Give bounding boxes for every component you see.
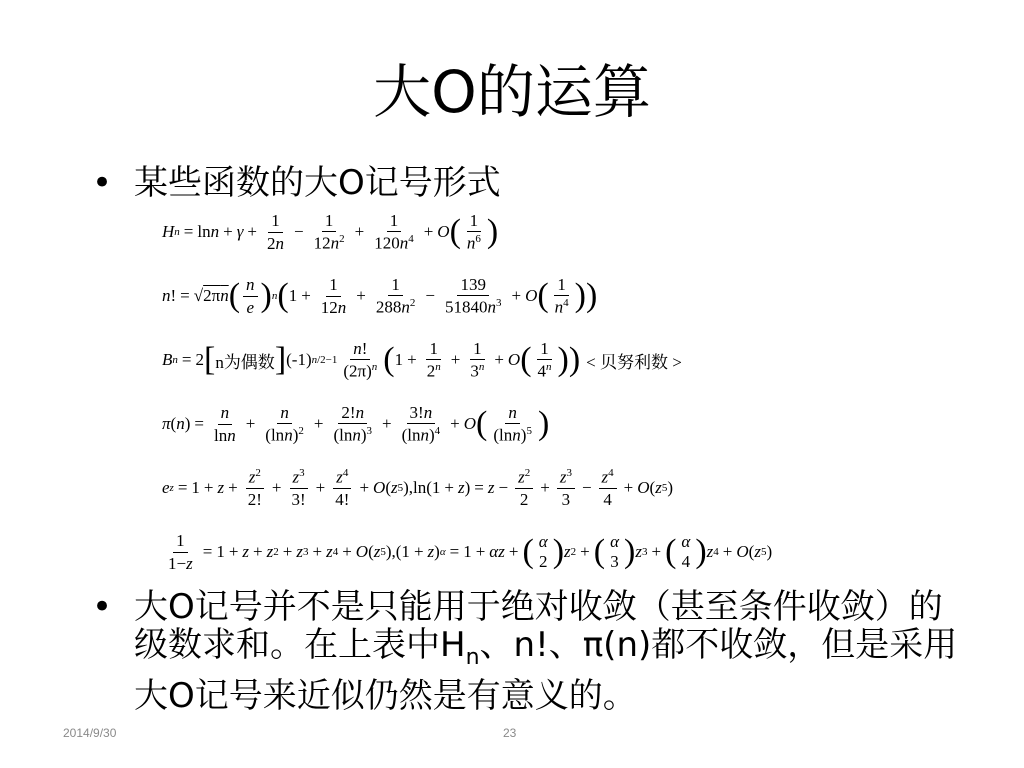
formula-exp-log: e z = 1 + z + $\frac{z^2}{2!}$ + $\frac{z^3}{3!}$ + $\frac{z^4}{4!}$ + O ( z 5 ),ln(1 + z ) = z − $\frac{z^2}{2}$ + $\frac{z^3}{3}$ − $\frac{z^4}{4}$ + O ( z 5 ) (162, 466, 674, 509)
formula-stirling: n ! = √ 2πn ( $\frac{n}{e}$ ) n ( 1 + $\frac{1}{12n}$ + $\frac{1}{288n^2}$ − $\frac{139}{51840n^3}$ + O ( $\frac{1}{n^4}$ )) (162, 274, 598, 317)
bullet-text-2-subscript: n (465, 644, 480, 670)
footer-page-number: 23 (503, 726, 517, 740)
formula-bernoulli: B n = 2 [ n为偶数 ] (-1) n/2−1 $\frac{n!}{(2\pi)^n}$ ( 1 + $\frac{1}{2^n}$ + $\frac{1}{3^n}$ + O ( $\frac{1}{4^n}$ )) < 贝努利数 > (162, 338, 682, 381)
bernoulli-note: < 贝努利数 > (586, 352, 682, 372)
formula-harmonic: H n = ln n + γ + $\frac{1}{2n}$ − $\frac{1}{12n^2}$ + $\frac{1}{120n^4}$ + O ( $\frac{1}{n^6}$ ) (162, 210, 499, 253)
bullet-marker: • (92, 163, 113, 203)
slide-title: 大O的运算 (373, 58, 651, 126)
formula-block (162, 200, 773, 584)
bullet-marker: • (92, 587, 113, 627)
bullet-text-2 (134, 588, 964, 715)
bullet-text-2-part2: 、n!、π(n)都不收敛，但是采用大O记号来近似仍然是有意义的。 (134, 625, 958, 716)
formula-prime-counting: π ( n ) = $\frac{n}{\ln n}$ + $\frac{n}{(\ln n)^2}$ + $\frac{2!n}{(\ln n)^3}$ + $\frac{3!n}{(\ln n)^4}$ + O ( $\frac{n}{(\ln n)^5}$ ) (162, 402, 550, 445)
bullet-text-1: 某些函数的大O记号形式 (134, 163, 501, 203)
bernoulli-condition: n为偶数 (215, 352, 275, 372)
bullet-text-2-part1: 大O记号并不是只能用于绝对收敛（甚至条件收敛）的级数求和。在上表中H (134, 587, 943, 665)
footer-date: 2014/9/30 (63, 726, 117, 740)
formula-geometric-binomial: $\frac{1}{1-z}$ = 1 + z + z 2 + z 3 + z 4 + O ( z 5 ),(1 + z ) α = 1 + αz + ( α 2 ) z 2 + ( α 3 ) z 3 + ( α 4 ) z 4 + O ( z 5 ) (168, 530, 773, 573)
